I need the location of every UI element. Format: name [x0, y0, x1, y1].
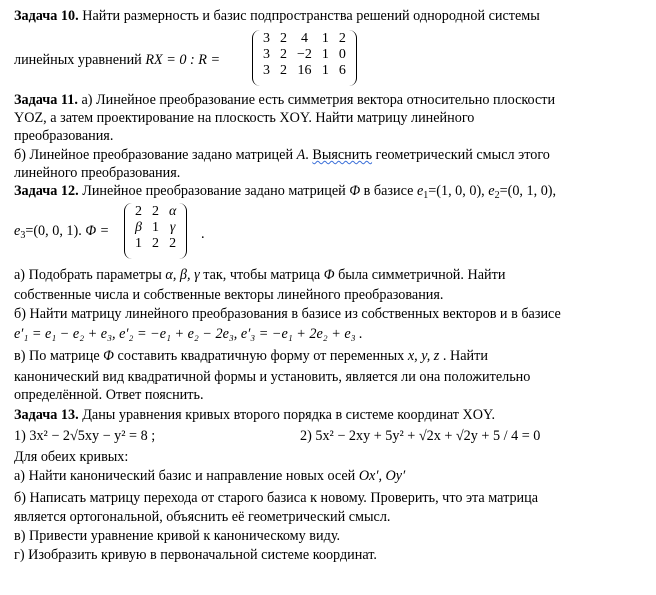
e1-value: =(1, 0, 0), [428, 183, 489, 199]
task13-eq2: 2) 5x² − 2xy + 5y² + √2x + √2y + 5 / 4 = 0 [300, 428, 541, 444]
task10-title: Задача 10. [14, 8, 79, 24]
task13-both: Для обеих кривых: [14, 449, 129, 465]
task12-l1b: в базисе [360, 183, 417, 199]
r-cell: −2 [297, 47, 312, 63]
task11-title: Задача 11. [14, 92, 78, 108]
matrix-R [252, 30, 357, 86]
r-cell: 3 [263, 47, 270, 63]
params-symbols: α, β, γ [165, 267, 200, 283]
task12-a-l1b: так, чтобы матрица [199, 267, 324, 283]
task10-line1 [14, 9, 540, 25]
matrix-period: . [201, 226, 205, 242]
task10-line2 [14, 53, 220, 69]
task13-d: г) Изобразить кривую в первоначальной системе координат. [14, 547, 377, 563]
vars-symbols: x, y, z [407, 348, 440, 364]
r-cell: 1 [321, 47, 329, 63]
phi-symbol: Φ [103, 348, 114, 364]
task12-c-line1 [14, 349, 488, 365]
r-cell: 16 [297, 63, 312, 79]
e3-symbol: e [14, 223, 21, 239]
phi-cell: γ [169, 220, 176, 236]
phi-cell: 1 [152, 220, 159, 236]
task11-l4a: б) Линейное преобразование задано матрицей [14, 147, 297, 163]
phi-cell: β [135, 220, 142, 236]
task13-text1: Даны уравнения кривых второго порядка в системе координат XOY. [78, 407, 495, 423]
r-cell: 1 [321, 31, 329, 46]
phi-symbol: Φ [323, 267, 335, 283]
task12-l1a: Линейное преобразование задано матрицей [78, 183, 350, 199]
task13-eq1: 1) 3x² − 2√5xy − y² = 8 ; [14, 428, 156, 444]
task11-line3: преобразования. [14, 128, 114, 144]
task13-c: в) Привести уравнение кривой к каноническому виду. [14, 528, 341, 544]
r-cell: 3 [263, 31, 270, 46]
task12-c-l1b: составить квадратичную форму от переменных [113, 348, 408, 364]
e2-symbol: e [488, 183, 495, 199]
r-cell: 4 [300, 31, 308, 46]
phi-cell: 2 [169, 236, 177, 252]
task11-l4b: . [305, 147, 313, 163]
task13-a-text: а) Найти канонический базис и направление новых осей [14, 468, 359, 484]
phi-eq: Φ = [85, 223, 110, 239]
r-cell: 2 [280, 63, 287, 79]
r-cell: 1 [321, 63, 329, 79]
task10-text1: Найти размерность и базис подпространства решений однородной системы [78, 8, 540, 24]
task13-a [14, 469, 405, 485]
phi-symbol: Φ [349, 183, 361, 199]
task12-b-basis: e′₁ = e₁ − e₂ + e₃, e′₂ = −e₁ + e₂ − 2e₃, e′₃ = −e₁ + 2e₂ + e₃ . [14, 326, 363, 342]
e1-symbol: e [416, 183, 424, 199]
task11-l4c: геометрический смысл этого [372, 147, 550, 163]
spellcheck-word: Выяснить [312, 147, 373, 163]
task13-b2: является ортогональной, объяснить её геометрический смысл. [14, 509, 391, 525]
phi-cell: 1 [135, 236, 142, 252]
matrix-Phi [124, 203, 187, 259]
phi-cell: 2 [152, 204, 159, 219]
r-cell: 2 [280, 47, 287, 63]
r-cell: 2 [338, 31, 346, 46]
task12-title: Задача 12. [14, 183, 79, 199]
task13-title: Задача 13. [14, 407, 79, 423]
task12-a-line2: собственные числа и собственные векторы линейного преобразования. [14, 287, 444, 303]
new-axes: Ox′, Oy′ [358, 468, 406, 484]
task10-eq: RX = 0 : R = [145, 52, 221, 68]
phi-cell: α [169, 204, 177, 219]
r-cell: 3 [263, 63, 270, 79]
task10-text2: линейных уравнений [14, 52, 146, 68]
task11-text1: а) Линейное преобразование есть симметрия вектора относительно плоскости [77, 92, 556, 108]
task11-line5: линейного преобразования. [14, 165, 181, 181]
task11-line1 [14, 93, 555, 109]
task12-a-l1a: а) Подобрать параметры [14, 267, 166, 283]
r-cell: 2 [280, 31, 287, 46]
task12-a-line1 [14, 268, 505, 284]
task12-c-line2: канонический вид квадратичной формы и установить, является ли она положительно [14, 369, 531, 385]
task13-line1 [14, 408, 495, 424]
r-cell: 6 [338, 63, 346, 79]
task12-b-line1: б) Найти матрицу линейного преобразования в базисе из собственных векторов и в базисе [14, 306, 561, 322]
r-cell: 0 [338, 47, 346, 63]
task11-line2: YOZ, а затем проектирование на плоскость XOY. Найти матрицу линейного [14, 110, 475, 126]
task12-c-l1c: . Найти [439, 348, 488, 364]
task11-line4 [14, 148, 550, 164]
phi-cell: 2 [152, 236, 159, 252]
task12-c-l1a: в) По матрице [14, 348, 104, 364]
task12-c-line3: определённой. Ответ пояснить. [14, 387, 204, 403]
task13-b1: б) Написать матрицу перехода от старого базиса к новому. Проверить, что эта матрица [14, 490, 539, 506]
phi-cell: 2 [135, 204, 142, 219]
e2-value: =(0, 1, 0), [499, 183, 557, 199]
task12-line1: Задача 12. Линейное преобразование задано матрицей Φ в базисе $e_1=(1$, 0, 0), $e_2=(0$, 1, 0), [14, 183, 557, 201]
e3-value: =(0, 0, 1). [25, 223, 86, 239]
matrix-A-symbol: A [296, 147, 306, 163]
task12-a-l1c: была симметричной. Найти [334, 267, 506, 283]
task12-line2: $e_3=(0$, 0, 1). Φ = [14, 223, 110, 241]
